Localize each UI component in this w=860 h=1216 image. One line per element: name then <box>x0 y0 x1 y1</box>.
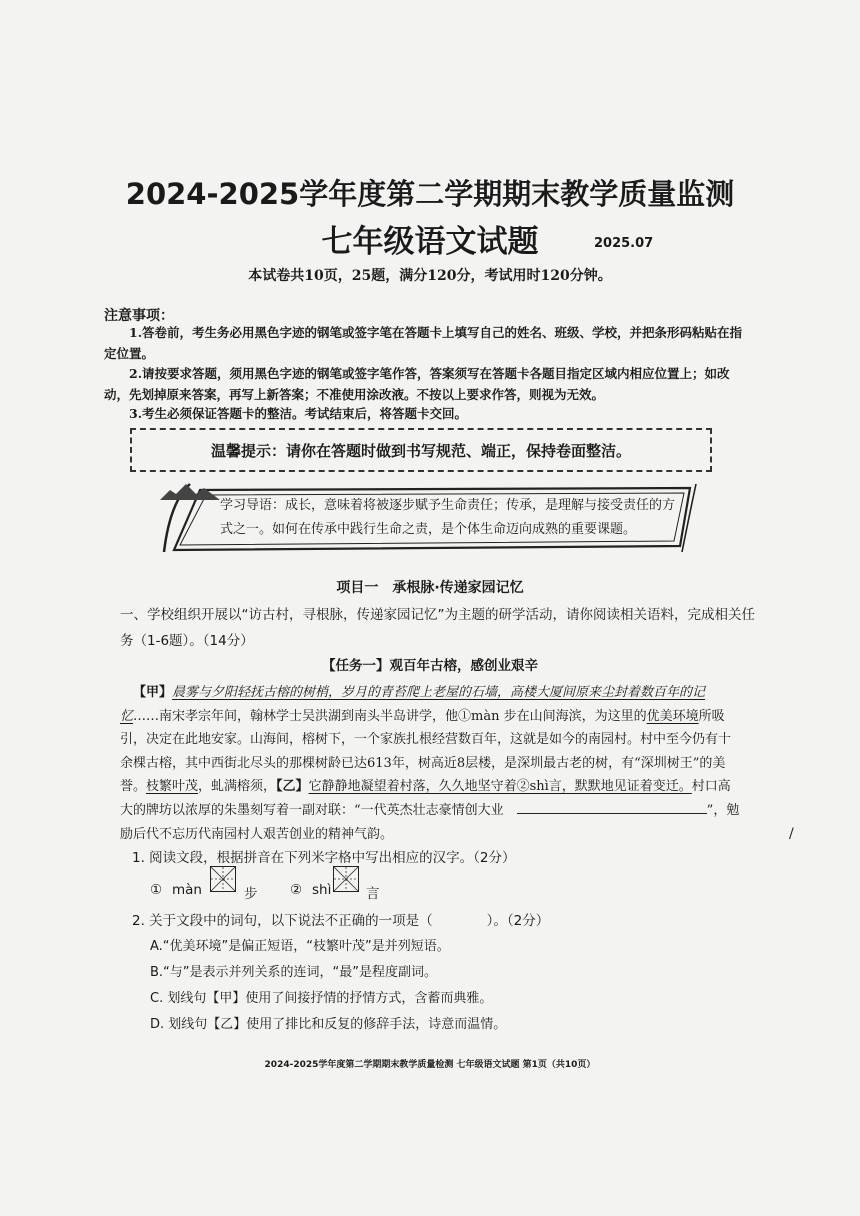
notice-item-3: 3.考生必须保证答题卡的整洁。考试结束后，将答题卡交回。 <box>129 406 468 421</box>
tip-text: 温馨提示：请你在答题时做到书写规范、端正，保持卷面整洁。 <box>210 441 631 460</box>
passage-yi-label: 【乙】 <box>276 779 309 795</box>
q1-answer-box-1[interactable] <box>210 866 236 892</box>
task-title: 【任务一】观百年古榕，感创业艰辛 <box>322 658 538 674</box>
mountain-icon <box>160 482 220 500</box>
q2-option-d[interactable]: D. 划线句【乙】使用了排比和反复的修辞手法，诗意而温情。 <box>150 1017 507 1032</box>
passage-jia-label: 【甲】 <box>133 685 173 700</box>
passage <box>120 681 740 846</box>
passage-text-5: ”，勉励后代不忘历代南园村人艰苦创业的精神气韵。 <box>120 802 740 842</box>
exam-subtitle: 七年级语文试题 <box>321 224 539 260</box>
q1-item1-num: ① <box>150 882 163 898</box>
q2-option-b[interactable]: B.“与”是表示并列关系的连词，“最”是程度副词。 <box>150 965 437 980</box>
q2-option-a[interactable]: A.“优美环境”是偏正短语，“枝繁叶茂”是并列短语。 <box>150 939 450 954</box>
passage-phrase-2: 枝繁叶茂 <box>146 779 199 795</box>
passage-jia-sentence: 晨雾与夕阳轻抚古榕的树梢，岁月的青苔爬上老屋的石墙，高楼大厦间原来尘封着数百年的记忆 <box>120 685 706 724</box>
guide-text: 学习导语：成长，意味着将被逐步赋予生命责任；传承，是理解与接受责任的方式之一。如何在传承中践行生命之责，是个体生命迈向成熟的重要课题。 <box>220 498 676 537</box>
passage-text-3: ，虬满榕须， <box>198 779 277 795</box>
passage-text-1: ……南宋孝宗年间，翰林学士吴洪湖到南头半岛讲学，他①màn 步在山间海滨，为这里的 <box>133 708 647 724</box>
page-footer: 2024-2025学年度第二学期期末教学质量检测 七年级语文试题 第1页（共10页） <box>264 1060 596 1070</box>
passage-text-2: 所吸引，决定在此地安家。山海间，榕树下，一个家族扎根经营数百年，这就是如今的南园村。村中至今仍有十余棵古榕，其中西街北尽头的那棵树龄已达613年，树高近8层楼，是深圳最古老的树，有“深圳树王”的美誉。 <box>120 708 732 795</box>
passage-text-4: 村口高大的牌坊以浓厚的朱墨刻写着一副对联：“一代英杰壮志豪情创大业 <box>120 779 731 818</box>
exam-date: 2025.07 <box>594 236 654 251</box>
tip-box <box>130 428 712 472</box>
q2-option-c[interactable]: C. 划线句【甲】使用了间接抒情的抒情方式，含蓄而典雅。 <box>150 991 493 1006</box>
notice-heading: 注意事项： <box>104 308 174 324</box>
q1-item1-char: 步 <box>244 886 258 902</box>
mi-grid-icon <box>211 867 235 891</box>
passage-phrase-1: 优美环境 <box>646 708 699 724</box>
project-title: 项目一 承根脉·传递家园记忆 <box>336 580 524 596</box>
couplet-blank[interactable] <box>517 801 707 814</box>
exam-info: 本试卷共10页，25题，满分120分，考试用时120分钟。 <box>248 268 612 284</box>
q1-item2-pinyin: shì <box>312 882 332 898</box>
q1-item2-char: 言 <box>366 886 380 902</box>
mi-grid-icon <box>334 867 358 891</box>
notice-item-1: 1.答卷前，考生务必用黑色字迹的钢笔或签字笔在答题卡上填写自己的姓名、班级、学校，并把条形码粘贴在指定位置。 <box>104 325 743 361</box>
q1-answer-box-2[interactable] <box>333 866 359 892</box>
question-2-stem: 2. 关于文段中的词句，以下说法不正确的一项是（ ）。（2分） <box>132 913 550 929</box>
q1-item2-num: ② <box>290 882 303 898</box>
passage-yi-sentence: 它静静地凝望着村落，久久地坚守着②shì言，默默地见证着变迁。 <box>308 779 692 795</box>
stray-mark: / <box>789 826 794 842</box>
project-intro: 一、学校组织开展以“访古村，寻根脉，传递家园记忆”为主题的研学活动，请你阅读相关语料，完成相关任务（1-6题）。（14分） <box>120 607 755 649</box>
question-1-stem: 1. 阅读文段，根据拼音在下列米字格中写出相应的汉字。（2分） <box>132 850 516 866</box>
guide-banner <box>160 482 700 554</box>
exam-title: 2024-2025学年度第二学期期末教学质量监测 <box>125 177 735 211</box>
q1-item1-pinyin: màn <box>172 882 202 898</box>
notice-item-2: 2.请按要求答题，须用黑色字迹的钢笔或签字笔作答，答案须写在答题卡各题目指定区域内相应位置上；如改动，先划掉原来答案，再写上新答案；不准使用涂改液。不按以上要求作答，则视为无效。 <box>104 366 730 402</box>
